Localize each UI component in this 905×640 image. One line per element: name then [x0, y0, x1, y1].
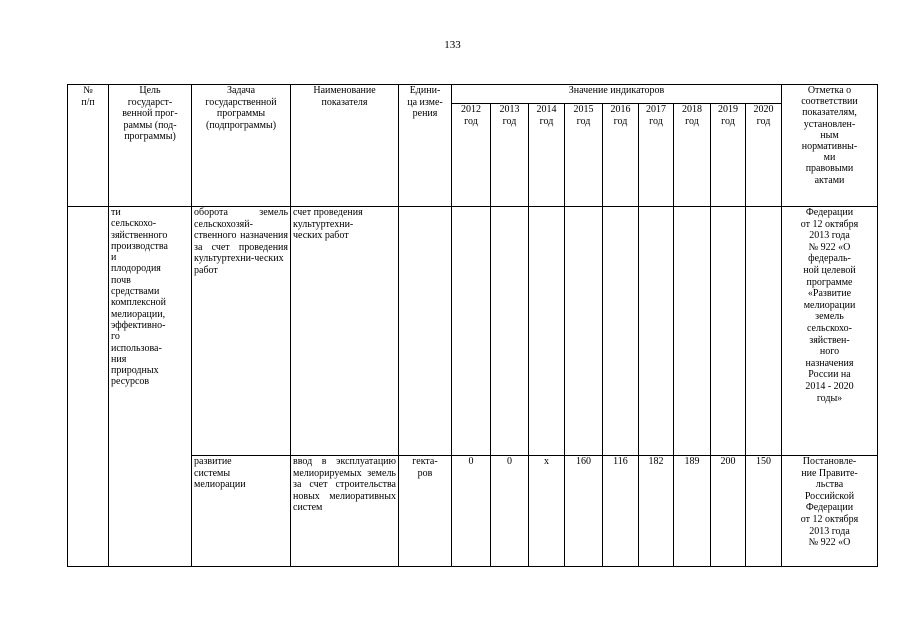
header-row-1 — [68, 85, 878, 104]
value-cell — [711, 207, 746, 456]
year-label: 2020 — [753, 104, 774, 115]
year-label: 2019 — [718, 104, 738, 115]
year-label: 2013 — [499, 104, 520, 115]
page-number: 133 — [444, 39, 461, 51]
row-number-cell — [68, 207, 109, 567]
indicator-cell: счет проведения культуртехни- ческих работ — [291, 207, 399, 456]
year-header — [565, 104, 603, 207]
year-header — [674, 104, 711, 207]
value-cell — [746, 207, 782, 456]
year-header — [746, 104, 782, 207]
header-goal: Цель государст- венной прог- раммы (под- программы) — [109, 85, 192, 207]
year-unit: год — [576, 115, 591, 127]
value-cell: х — [529, 456, 565, 567]
header-number: № п/п — [68, 85, 109, 207]
value-cell — [491, 207, 529, 456]
value-cell: 200 — [711, 456, 746, 567]
year-header — [491, 104, 529, 207]
value-cell — [603, 207, 639, 456]
year-header — [529, 104, 565, 207]
year-unit: год — [721, 115, 735, 127]
year-header — [452, 104, 491, 207]
goal-cell: ти сельскохо- зяйственного производства и плодородия почв средствами комплексной мелиорации, эффективно- го использова- ния природных ресурсов — [109, 207, 192, 567]
year-label: 2014 — [536, 104, 557, 115]
value-cell: 189 — [674, 456, 711, 567]
value-cell — [639, 207, 674, 456]
task-cell: развитие системы мелиорации — [192, 456, 291, 567]
header-task: Задача государственной программы (подпрограммы) — [192, 85, 291, 207]
value-cell: 0 — [491, 456, 529, 567]
value-cell — [565, 207, 603, 456]
header-unit: Едини- ца изме- рения — [399, 85, 452, 207]
year-unit: год — [539, 115, 554, 127]
year-label: 2018 — [682, 104, 702, 115]
value-cell: 182 — [639, 456, 674, 567]
year-label: 2016 — [610, 104, 631, 115]
task-cell: оборота земель сельскохозяй-ственного назначения за счет проведения культуртехни-ческих работ — [192, 207, 291, 456]
note-cell: Постановле- ние Правите- льства Российской Федерации от 12 октября 2013 года № 922 «О — [782, 456, 878, 567]
year-unit: год — [613, 115, 628, 127]
year-header — [711, 104, 746, 207]
unit-cell — [399, 207, 452, 456]
year-header — [603, 104, 639, 207]
note-cell: Федерации от 12 октября 2013 года № 922 «О федераль- ной целевой программе «Развитие мелиорации земель сельскохо- зяйствен- ного назначения России на 2014 - 2020 годы» — [782, 207, 878, 456]
year-unit: год — [502, 115, 517, 127]
value-cell: 160 — [565, 456, 603, 567]
year-label: 2015 — [573, 104, 594, 115]
value-cell: 0 — [452, 456, 491, 567]
value-cell — [452, 207, 491, 456]
year-unit: год — [649, 115, 663, 127]
year-unit: год — [685, 115, 699, 127]
table-row — [68, 207, 878, 456]
year-unit: год — [464, 115, 478, 127]
year-header — [639, 104, 674, 207]
unit-cell: гекта- ров — [399, 456, 452, 567]
header-values: Значение индикаторов — [452, 85, 782, 104]
year-label: 2012 — [461, 104, 481, 115]
indicators-table — [67, 84, 878, 567]
indicator-cell: ввод в эксплуатацию мелиорируемых земель за счет строительства новых мелиоративных систем — [291, 456, 399, 567]
value-cell — [529, 207, 565, 456]
value-cell: 150 — [746, 456, 782, 567]
value-cell: 116 — [603, 456, 639, 567]
header-indicator: Наименование показателя — [291, 85, 399, 207]
year-label: 2017 — [646, 104, 666, 115]
header-note: Отметка о соответствии показателям, установлен- ным нормативны- ми правовыми актами — [782, 85, 878, 207]
value-cell — [674, 207, 711, 456]
year-unit: год — [756, 115, 771, 127]
